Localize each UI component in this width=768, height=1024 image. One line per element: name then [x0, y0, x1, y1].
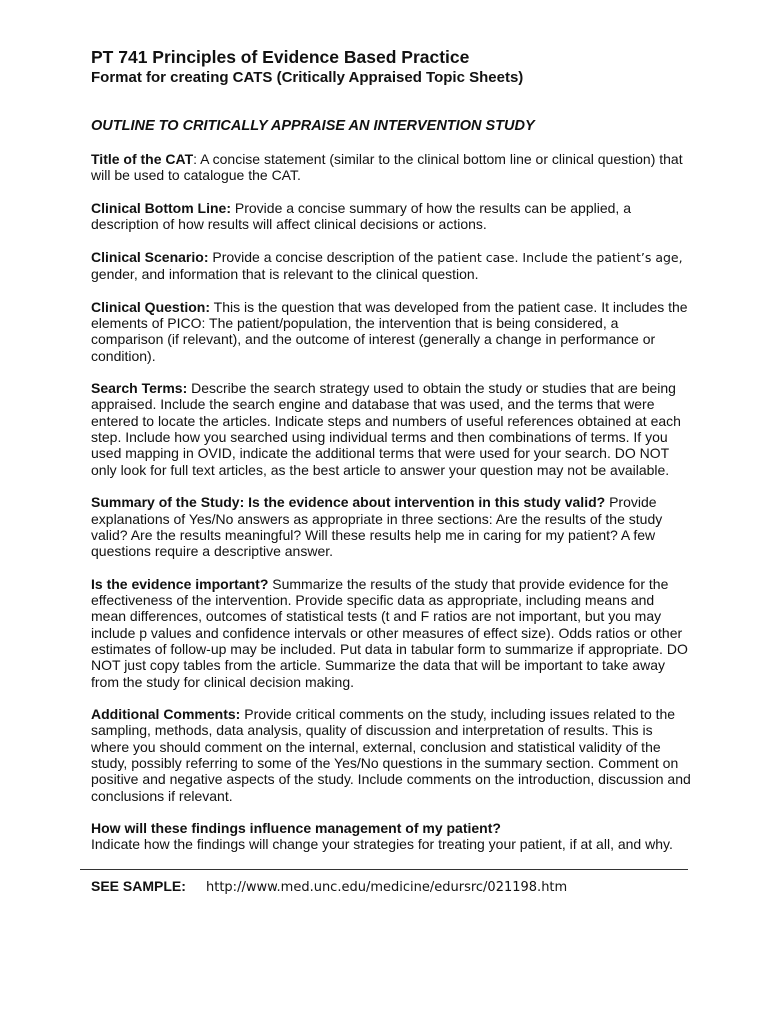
- section-clinical-scenario: [91, 249, 691, 283]
- section-text: Provide a concise description of the: [208, 248, 438, 265]
- section-label: Summary of the Study: Is the evidence about intervention in this study valid?: [91, 494, 606, 511]
- section-evidence-important: [91, 576, 691, 690]
- section-text: Describe the search strategy used to obtain the study or studies that are being appraised. Include the search engine and database that was used, and the terms that were entered to locate the articles. Indicate steps and numbers of useful references obtained at each step. Include how you searched using individual terms and then combinations of terms. If you used mapping in OVID, indicate the additional terms that were used for your search. DO NOT only look for full text articles, as the best article to answer your question may not be available.: [91, 380, 681, 478]
- section-title-of-cat: [91, 151, 691, 184]
- section-summary-of-study: [91, 494, 691, 559]
- section-clinical-question: [91, 299, 691, 364]
- section-text-end: gender, and information that is relevant to the clinical question.: [91, 266, 479, 283]
- section-label: Search Terms:: [91, 380, 188, 397]
- document-subtitle: Format for creating CATS (Critically Appraised Topic Sheets): [91, 69, 524, 86]
- section-label: Clinical Question:: [91, 298, 211, 315]
- section-clinical-bottom-line: [91, 200, 691, 233]
- see-sample-row: [91, 877, 567, 897]
- sample-url-link[interactable]: http://www.med.unc.edu/medicine/edursrc/021198.htm: [206, 880, 568, 895]
- section-additional-comments: [91, 706, 691, 804]
- section-text: Provide a concise summary of how the results can be applied, a description of how results will affect clinical decisions or actions.: [91, 199, 631, 233]
- section-text-alt-font: patient case. Include the patient’s age,: [437, 249, 683, 265]
- section-text: This is the question that was developed from the patient case. It includes the elements of PICO: The patient/population, the intervention that is being considered, a comparison (if relevant), and the outcome of interest (generally a change in performance or condition).: [91, 298, 688, 364]
- section-label: Clinical Scenario:: [91, 248, 209, 265]
- section-label: Is the evidence important?: [91, 575, 269, 592]
- section-label: How will these findings influence management of my patient?: [91, 820, 501, 837]
- section-label: Title of the CAT: [91, 151, 194, 167]
- section-text: Provide explanations of Yes/No answers as appropriate in three sections: Are the results of the study valid? Are the results meaningful? Will these results help me in caring for my patient? A few questions require a descriptive answer.: [91, 494, 663, 560]
- section-text: : A concise statement (similar to the clinical bottom line or clinical question) that will be used to catalogue the CAT.: [91, 151, 683, 184]
- document-page: [91, 46, 691, 853]
- see-sample-label: SEE SAMPLE:: [91, 878, 186, 894]
- section-label: Additional Comments:: [91, 706, 241, 723]
- section-text: Summarize the results of the study that provide evidence for the effectiveness of the intervention. Provide specific data as appropriate, including means and mean differences, outcomes of statistical tests (t and F ratios are not important, but you may include p values and confidence intervals or other measures of effect size). Odds ratios or other estimates of follow-up may be included. Put data in tabular form to summarize if appropriate. DO NOT just copy tables from the article. Summarize the data that will be important to take away from the study for clinical decision making.: [91, 575, 688, 690]
- section-findings-influence: [91, 820, 691, 853]
- section-search-terms: [91, 380, 691, 478]
- section-text: Indicate how the findings will change your strategies for treating your patient, if at all, and why.: [91, 836, 673, 853]
- section-label: Clinical Bottom Line:: [91, 199, 231, 216]
- section-text: Provide critical comments on the study, including issues related to the sampling, methods, data analysis, quality of discussion and interpretation of results. This is where you should comment on the internal, external, conclusion and statistical validity of the study, possibly referring to some of the Yes/No questions in the summary section. Comment on positive and negative aspects of the study. Include comments on the introduction, discussion and conclusions if relevant.: [91, 706, 691, 804]
- footer-divider: [80, 869, 688, 870]
- outline-heading: OUTLINE TO CRITICALLY APPRAISE AN INTERVENTION STUDY: [91, 118, 535, 134]
- outline-sections: [91, 151, 691, 853]
- document-title: PT 741 Principles of Evidence Based Practice: [91, 47, 470, 67]
